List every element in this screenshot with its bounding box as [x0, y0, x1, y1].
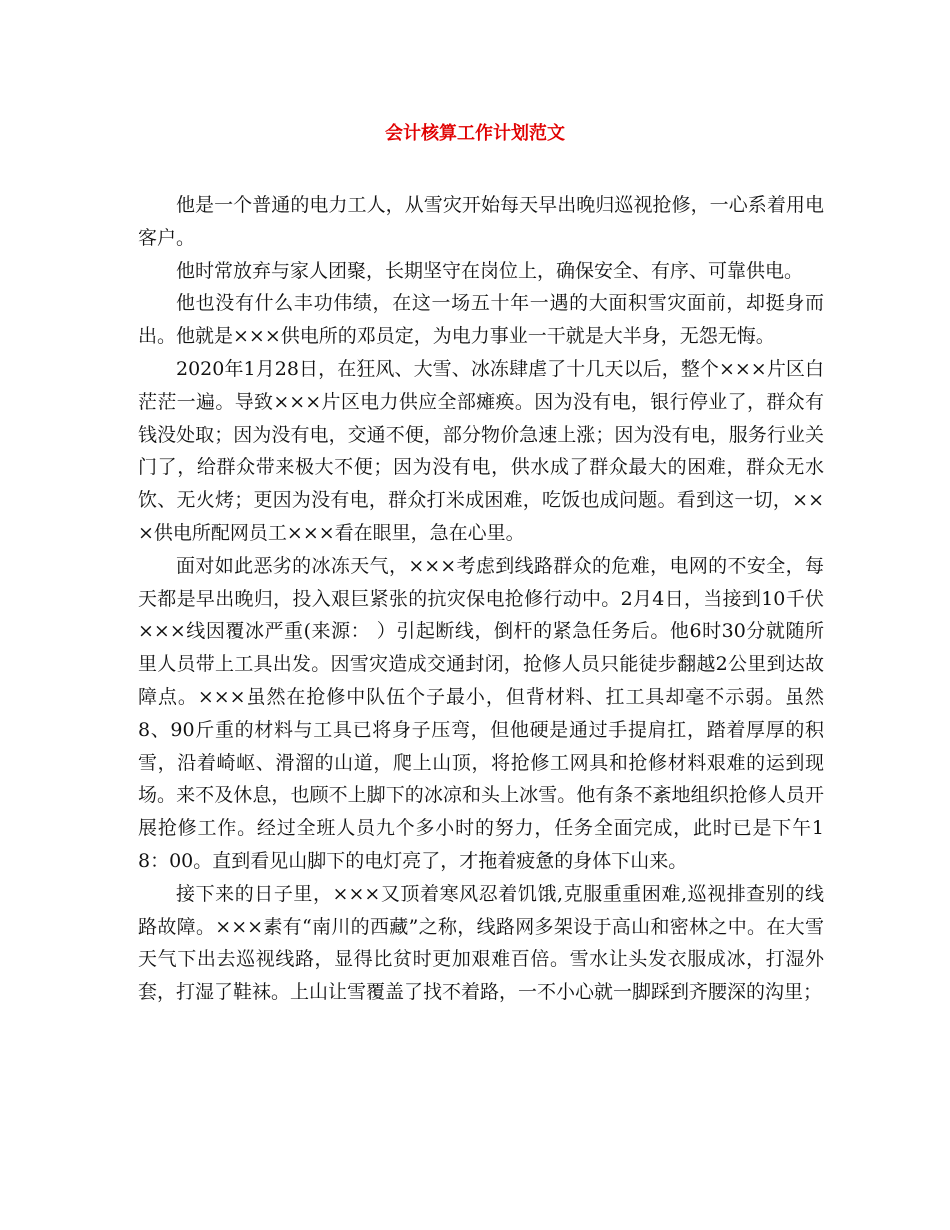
document-title: 会计核算工作计划范文	[385, 123, 565, 144]
document-body	[138, 189, 824, 1009]
paragraph-3: 他也没有什么丰功伟绩，在这一场五十年一遇的大面积雪灾面前，却挺身而出。他就是×××供电所的邓员定，为电力事业一干就是大半身，无怨无悔。	[138, 292, 824, 348]
paragraph-4: 2020年1月28日，在狂风、大雪、冰冻肆虐了十几天以后，整个×××片区白茫茫一遍。导致×××片区电力供应全部瘫痪。因为没有电，银行停业了，群众有钱没处取；因为没有电，交通不便，部分物价急速上涨；因为没有电，服务行业关门了，给群众带来极大不便；因为没有电，供水成了群众最大的困难，群众无水饮、无火烤；更因为没有电，群众打米成困难，吃饭也成问题。看到这一切，×××供电所配网员工×××看在眼里，急在心里。	[138, 357, 824, 544]
paragraph-1: 他是一个普通的电力工人，从雪灾开始每天早出晚归巡视抢修，一心系着用电客户。	[138, 194, 824, 249]
paragraph-6: 接下来的日子里，×××又顶着寒风忍着饥饿,克服重重困难,巡视排查别的线路故障。×××素有“南川的西藏”之称，线路网多架设于高山和密林之中。在大雪天气下出去巡视线路，显得比贫时更加艰难百倍。雪水让头发衣服成冰，打湿外套，打湿了鞋袜。上山让雪覆盖了找不着路，一不小心就一脚踩到齐腰深的沟里；	[138, 882, 824, 1004]
paragraph-5: 面对如此恶劣的冰冻天气，×××考虑到线路群众的危难，电网的不安全，每天都是早出晚归，投入艰巨紧张的抗灾保电抢修行动中。2月4日，当接到10千伏×××线因覆冰严重(来源： ）引起断线，倒杆的紧急任务后。他6时30分就随所里人员带上工具出发。因雪灾造成交通封闭，抢修人员只能徒步翻越2公里到达故障点。×××虽然在抢修中队伍个子最小，但背材料、扛工具却毫不示弱。虽然8、90斤重的材料与工具已将身子压弯，但他硬是通过手提肩扛，踏着厚厚的积雪，沿着崎岖、滑溜的山道，爬上山顶，将抢修工网具和抢修材料艰难的运到现场。来不及休息，也顾不上脚下的冰凉和头上冰雪。他有条不紊地组织抢修人员开展抢修工作。经过全班人员九个多小时的努力，任务全面完成，此时已是下午18：00。直到看见山脚下的电灯亮了，才拖着疲惫的身体下山来。	[138, 554, 824, 872]
paragraph-2: 他时常放弃与家人团聚，长期坚守在岗位上，确保安全、有序、可靠供电。	[176, 259, 804, 282]
